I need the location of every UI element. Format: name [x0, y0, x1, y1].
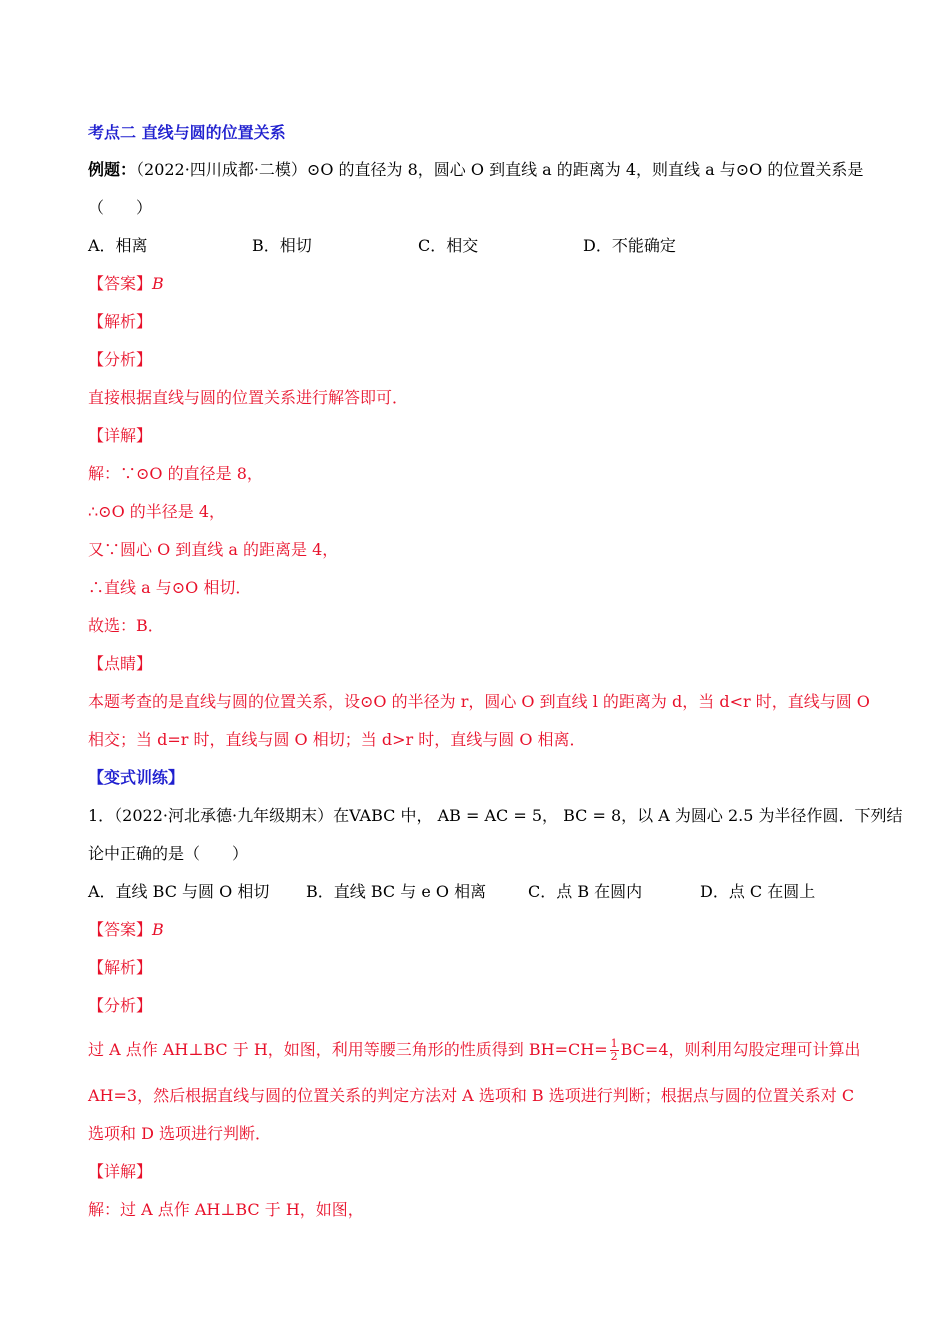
practice-fenxi-line2: AH=3，然后根据直线与圆的位置关系的判定方法对 A 选项和 B 选项进行判断；根据点与圆的位置关系对 C [88, 1086, 855, 1105]
fraction-denominator: 2 [610, 1050, 618, 1063]
example-comment-label: 【点睛】 [88, 654, 153, 673]
practice-option-c: C．点 B 在圆内 [528, 882, 643, 901]
practice-option-b: B．直线 BC 与 e O 相离 [306, 882, 487, 901]
example-option-b: B．相切 [252, 236, 312, 255]
example-detail-line: 故选：B． [88, 616, 164, 635]
fenxi-text-b: BC=4，则利用勾股定理可计算出 [620, 1040, 861, 1059]
example-detail-line: ∴⊙O 的半径是 4， [88, 502, 226, 521]
example-fenxi-label: 【分析】 [88, 350, 153, 369]
example-fenxi-text: 直接根据直线与圆的位置关系进行解答即可． [88, 388, 409, 407]
example-option-c: C．相交 [418, 236, 479, 255]
practice-fenxi-line3: 选项和 D 选项进行判断． [88, 1124, 272, 1143]
practice-option-a: A．直线 BC 与圆 O 相切 [88, 882, 270, 901]
example-analysis-label: 【解析】 [88, 312, 153, 331]
example-label: 例题： [88, 160, 137, 179]
practice-answer [88, 919, 164, 941]
fenxi-text-a: 过 A 点作 AH⊥BC 于 H，如图，利用等腰三角形的性质得到 BH=CH= [88, 1040, 608, 1059]
practice-analysis-label: 【解析】 [88, 958, 153, 977]
fraction-numerator: 1 [610, 1037, 618, 1050]
example-question-line2: （ ） [88, 198, 153, 217]
example-question-line1 [88, 159, 863, 181]
example-detail-line: ∴直线 a 与⊙O 相切． [88, 578, 252, 597]
example-option-d: D．不能确定 [583, 236, 676, 255]
practice-fenxi-label: 【分析】 [88, 996, 153, 1015]
example-detail-label: 【详解】 [88, 426, 153, 445]
example-detail-line: 又∵圆心 O 到直线 a 的距离是 4， [88, 540, 339, 559]
practice-label: 【变式训练】 [88, 768, 185, 787]
practice-option-d: D．点 C 在圆上 [700, 882, 816, 901]
practice-detail-label: 【详解】 [88, 1162, 153, 1181]
example-answer [88, 273, 164, 295]
example-detail-line: 解：∵⊙O 的直径是 8， [88, 464, 263, 483]
example-comment-line2: 相交；当 d=r 时，直线与圆 O 相切；当 d>r 时，直线与圆 O 相离． [88, 730, 586, 749]
answer-value: B [152, 274, 164, 293]
answer-value: B [152, 920, 164, 939]
practice-q1-line1: 1．（2022·河北承德·九年级期末）在VABC 中， AB = AC = 5， BC = 8，以 A 为圆心 2.5 为半径作圆．下列结 [88, 806, 903, 825]
practice-fenxi-line1 [88, 1036, 861, 1064]
practice-detail-line1: 解：过 A 点作 AH⊥BC 于 H，如图， [88, 1200, 364, 1219]
fraction-one-half [610, 1038, 619, 1063]
answer-label: 【答案】 [88, 274, 153, 293]
section-title: 考点二 直线与圆的位置关系 [88, 123, 286, 142]
answer-label: 【答案】 [88, 920, 153, 939]
example-comment-line1: 本题考查的是直线与圆的位置关系，设⊙O 的半径为 r，圆心 O 到直线 l 的距离为 d，当 d<r 时，直线与圆 O [88, 692, 870, 711]
example-option-a: A．相离 [88, 236, 148, 255]
practice-q1-line2: 论中正确的是（ ） [88, 844, 249, 863]
example-question-text: （2022·四川成都·二模）⊙O 的直径为 8，圆心 O 到直线 a 的距离为 4，则直线 a 与⊙O 的位置关系是 [136, 160, 864, 179]
